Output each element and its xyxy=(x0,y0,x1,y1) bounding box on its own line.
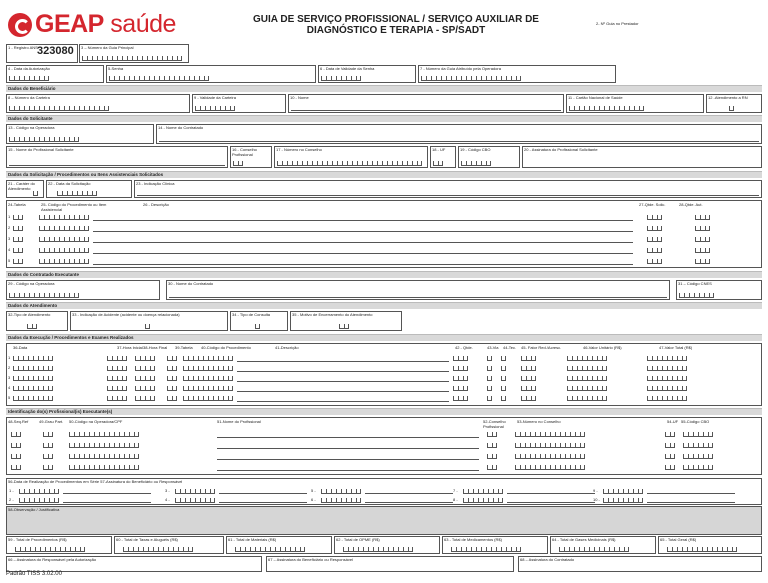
guia-principal-boxes xyxy=(82,56,182,61)
section-contratado: Dados do Contratado Executante xyxy=(6,271,762,278)
footer-tiss: Padrão TISS 3.02.00 xyxy=(6,571,62,577)
serie-item-label: 5 - xyxy=(311,488,316,493)
row-solicitante xyxy=(6,122,762,170)
row-number: 5 xyxy=(8,258,11,263)
guia-operadora-field[interactable]: 7 - Número da Guia Atribuído pela Operadora xyxy=(418,65,616,83)
solicitacao-row[interactable] xyxy=(7,235,763,244)
row-number: 5 xyxy=(8,395,11,400)
section-identificacao: Identificação do(s) Profissional(is) Executante(s) xyxy=(6,408,762,415)
serie-item-label: 1 - xyxy=(9,488,14,493)
assinatura-solicitante-field[interactable]: 20 - Assinatura do Profissional Solicitante xyxy=(522,146,762,168)
solicitacao-row[interactable] xyxy=(7,257,763,266)
row-identificacao xyxy=(6,415,762,477)
carteira-field[interactable]: 8 – Número da Carteira xyxy=(6,94,190,113)
row-solicitacao xyxy=(6,178,762,270)
serie-item[interactable] xyxy=(593,496,743,504)
row-beneficiario xyxy=(6,92,762,114)
row-number: 3 xyxy=(8,375,11,380)
nome-contratado-exec-field[interactable]: 30 - Nome do Contratado xyxy=(166,280,670,300)
row-execucao xyxy=(6,341,762,407)
serie-item[interactable] xyxy=(311,496,461,504)
nome-profissional-field[interactable]: 15 - Nome do Profissional Solicitante xyxy=(6,146,228,168)
geap-logo-icon xyxy=(8,13,32,37)
section-solicitante: Dados do Solicitante xyxy=(6,115,762,122)
serie-item-label: 2 - xyxy=(9,497,14,502)
data-autorizacao-field[interactable]: 4 - Data da Autorização xyxy=(6,65,104,83)
serie-item[interactable] xyxy=(9,496,159,504)
guia-prestador-label: 2- Nº Guia no Prestador xyxy=(596,21,639,26)
tipo-atendimento-field[interactable]: 32-Tipo de Atendimento xyxy=(6,311,68,331)
execucao-row[interactable] xyxy=(7,374,763,383)
row-number: 2 xyxy=(8,365,11,370)
registro-ans-value: 323080 xyxy=(37,45,74,57)
execucao-row[interactable] xyxy=(7,394,763,403)
row-assinaturas xyxy=(6,555,762,573)
indicacao-acidente-field[interactable]: 33 - Indicação de Acidente (acidente ou doença relacionada) xyxy=(70,311,228,331)
serie-item-label: 4 - xyxy=(165,497,170,502)
codigo-contratado-field[interactable]: 29 - Código na Operadora xyxy=(6,280,160,300)
section-solicitacao: Dados da Solicitação / Procedimentos ou Itens Assistenciais Solicitados xyxy=(6,171,762,178)
guia-principal-field[interactable]: 3 – Número da Guia Principal xyxy=(79,44,189,63)
section-atendimento: Dados do Atendimento xyxy=(6,302,762,309)
solicitacao-row[interactable] xyxy=(7,246,763,255)
serie-item[interactable] xyxy=(165,487,315,495)
conselho-field[interactable]: 16 - Conselho Profissional xyxy=(230,146,272,168)
brand-name: GEAP saúde xyxy=(35,10,176,38)
num-conselho-field[interactable]: 17 - Número no Conselho xyxy=(274,146,428,168)
execucao-row[interactable] xyxy=(7,354,763,363)
page-title: GUIA DE SERVIÇO PROFISSIONAL / SERVIÇO AUXILIAR DE DIAGNÓSTICO E TERAPIA - SP/SADT xyxy=(253,14,539,36)
total-opme-field[interactable]: 62 - Total de OPME (R$) xyxy=(334,536,440,554)
total-geral-field[interactable]: 65 - Total Geral (R$) xyxy=(658,536,762,554)
serie-item[interactable] xyxy=(453,496,603,504)
serie-item-label: 8 - xyxy=(453,497,458,502)
serie-item[interactable] xyxy=(453,487,603,495)
tipo-consulta-field[interactable]: 34 - Tipo de Consulta xyxy=(230,311,288,331)
row-atendimento xyxy=(6,309,762,333)
validade-carteira-field[interactable]: 9 - Validade da Carteira xyxy=(192,94,286,113)
serie-item-label: 3 - xyxy=(165,488,170,493)
serie-item[interactable] xyxy=(593,487,743,495)
section-execucao: Dados da Execução / Procedimentos e Exames Realizados xyxy=(6,334,762,341)
rn-field[interactable]: 12 -Atendimento a RN xyxy=(706,94,762,113)
execucao-row[interactable] xyxy=(7,384,763,393)
execucao-row[interactable] xyxy=(7,364,763,373)
row-contratado xyxy=(6,278,762,301)
sadt-form xyxy=(6,4,762,573)
assinatura-contratado-field[interactable]: 68 – Assinatura do Contratado xyxy=(518,556,762,572)
nome-beneficiario-field[interactable]: 10 - Nome xyxy=(288,94,564,113)
solicitacao-row[interactable] xyxy=(7,224,763,233)
profissional-row[interactable] xyxy=(7,452,763,461)
cnes-field[interactable]: 31 – Código CNES xyxy=(676,280,762,300)
profissional-row[interactable] xyxy=(7,463,763,472)
procedimentos-solicitados-table: 24-Tabela 25- Código do Procedimento ou Item Assistencial 26 - Descrição 27-Qtde. Solic. 28-Qtde. Aut. 1 2 3 4 5 xyxy=(6,200,762,268)
senha-field[interactable]: 5-Senha xyxy=(106,65,316,83)
assinatura-beneficiario-field[interactable]: 67 – Assinatura do Beneficiário ou Responsável xyxy=(266,556,514,572)
nome-contratado-field[interactable]: 14 - Nome do Contratado xyxy=(156,124,762,144)
row-number: 4 xyxy=(8,247,11,252)
section-beneficiario: Dados do Beneficiário xyxy=(6,85,762,92)
cbo-field[interactable]: 19 - Código CBO xyxy=(458,146,520,168)
serie-item-label: 6 - xyxy=(311,497,316,502)
row-number: 1 xyxy=(8,355,11,360)
observacao-field[interactable]: 58-Observação / Justificativa xyxy=(6,506,762,535)
indicacao-clinica-field[interactable]: 23 - Indicação Clínica xyxy=(134,180,762,198)
procedimentos-realizados-table: 36-Data 37-Hora Inicial 38-Hora Final 39-Tabela 40-Código do Procedimento 41-Descrição 42 - Qtde. 43-Via 44-Tec. 45- Fator Red./Acresc. 46-Valor Unitário (R$) 47-Valor Total (R$) 1 2 3 4 5 xyxy=(6,343,762,406)
row-number: 3 xyxy=(8,236,11,241)
data-solicitacao-field[interactable]: 22 - Data da Solicitação xyxy=(46,180,132,198)
serie-item-label: 7 - xyxy=(453,488,458,493)
cns-field[interactable]: 11 - Cartão Nacional de Saúde xyxy=(566,94,704,113)
profissional-row[interactable] xyxy=(7,430,763,439)
geap-logo xyxy=(8,10,176,39)
solicitacao-row[interactable] xyxy=(7,213,763,222)
total-gases-field[interactable]: 64 - Total de Gases Medicinais (R$) xyxy=(550,536,656,554)
row-registro xyxy=(6,44,762,64)
form-header xyxy=(6,4,762,44)
row-number: 4 xyxy=(8,385,11,390)
total-taxas-field[interactable]: 60 - Total de Taxas e Aluguéis (R$) xyxy=(114,536,224,554)
total-medicamentos-field[interactable]: 63 - Total de Medicamentos (R$) xyxy=(442,536,548,554)
row-totais xyxy=(6,535,762,555)
registro-ans-field[interactable]: 1 - Registro ANS 323080 xyxy=(6,44,78,63)
row-number: 1 xyxy=(8,214,11,219)
total-materiais-field[interactable]: 61 - Total de Materiais (R$) xyxy=(226,536,332,554)
assinatura-autorizacao-field[interactable]: 66 – Assinatura do Responsável pela Autorização xyxy=(6,556,262,572)
serie-item[interactable] xyxy=(311,487,461,495)
serie-item-label: 10 - xyxy=(593,497,600,502)
uf-field[interactable]: 18 - UF xyxy=(430,146,456,168)
serie-item[interactable] xyxy=(9,487,159,495)
row-serie xyxy=(6,477,762,505)
realizacao-serie-table: 56-Data de Realização de Procedimentos em Série 57-Assinatura do Beneficiário ou Responsável 1 - 2 - 3 - 4 - 5 - 6 - 7 - 8 - 9 - 10 - xyxy=(6,478,762,505)
row-number: 2 xyxy=(8,225,11,230)
profissionais-table: 48-Seq.Ref 49-Grau Part. 50-Código na Operadora/CPF 51-Nome do Profissional 52-Conselho Profissional 53-Número no Conselho 54-UF 55-Código CBO xyxy=(6,417,762,475)
motivo-encerramento-field[interactable]: 35 - Motivo de Encerramento do Atendimento xyxy=(290,311,402,331)
codigo-operadora-field[interactable]: 13 - Código na Operadora xyxy=(6,124,154,144)
row-observacao xyxy=(6,505,762,535)
profissional-row[interactable] xyxy=(7,441,763,450)
total-procedimentos-field[interactable]: 59 - Total de Procedimentos (R$) xyxy=(6,536,112,554)
row-autorizacao xyxy=(6,64,762,84)
validade-senha-field[interactable]: 6 - Data de Validade da Senha xyxy=(318,65,416,83)
serie-item[interactable] xyxy=(165,496,315,504)
serie-item-label: 9 - xyxy=(593,488,598,493)
carater-atendimento-field[interactable]: 21 - Caráter do Atendimento xyxy=(6,180,44,198)
